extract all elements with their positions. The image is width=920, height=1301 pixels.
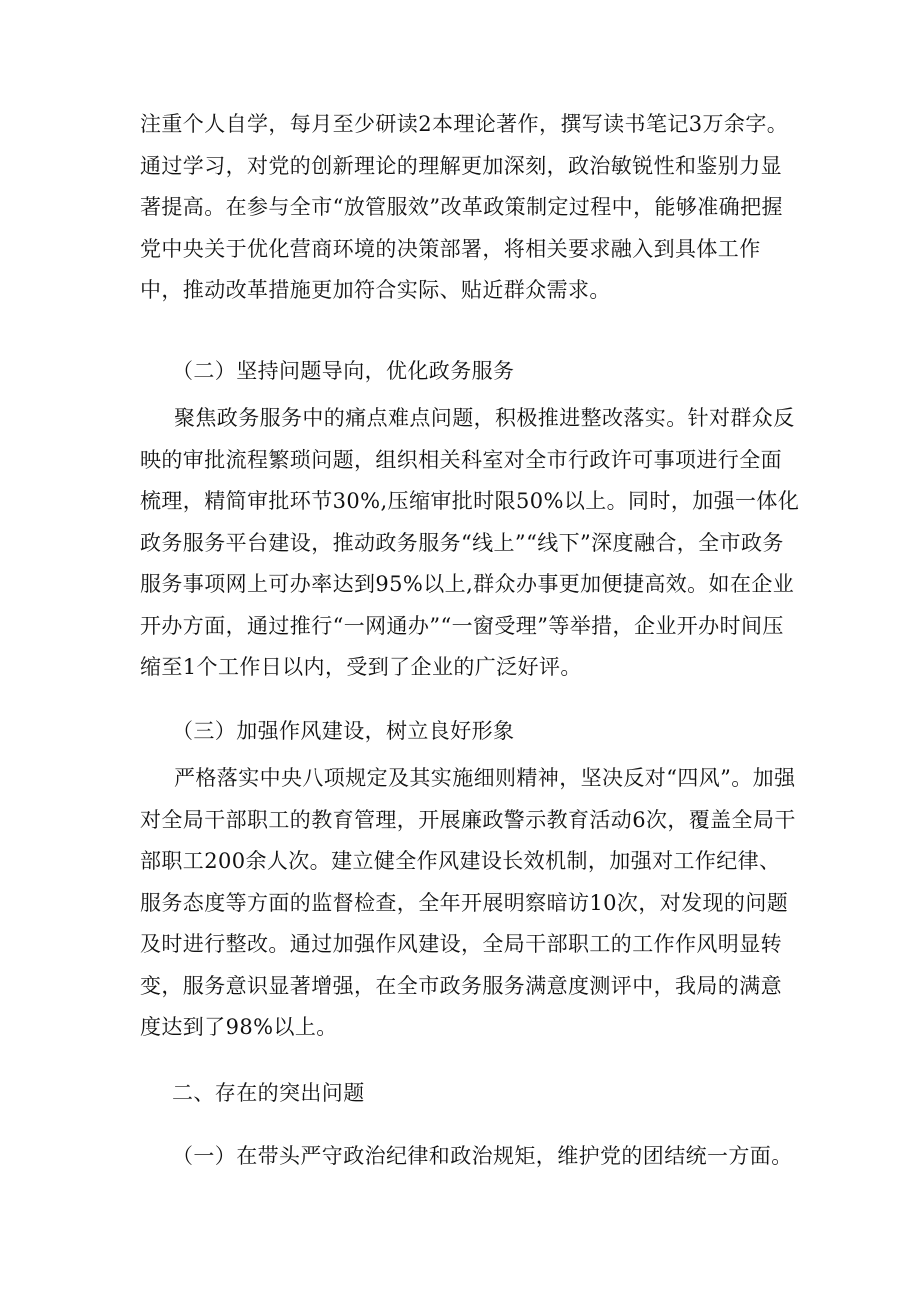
section-title-text: 二、存在的突出问题	[172, 1081, 365, 1105]
heading-text: （一）在带头严守政治纪律和政治规矩，维护党的团结统一方面。	[172, 1144, 793, 1168]
paragraph-work-style	[140, 758, 800, 1049]
heading-text: （二）坚持问题导向，优化政务服务	[172, 359, 515, 383]
paragraph-government-services	[140, 398, 800, 689]
paragraph-text: 严格落实中央八项规定及其实施细则精神，坚决反对“四风”。加强对全局干部职工的教育管理，开展廉政警示教育活动6次，覆盖全局干部职工200余人次。建立健全作风建设长效机制，加强对工作纪律、服务态度等方面的监督检查，全年开展明察暗访10次，对发现的问题及时进行整改。通过加强作风建设，全局干部职工的工作作风明显转变，服务意识显著增强，在全市政务服务满意度测评中，我局的满意度达到了98%以上。	[140, 766, 796, 1039]
heading-work-style	[140, 711, 800, 753]
paragraph-text: 聚焦政务服务中的痛点难点问题，积极推进整改落实。针对群众反映的审批流程繁琐问题，组织相关科室对全市行政许可事项进行全面梳理，精简审批环节30%,压缩审批时限50%以上。同时，加强一体化政务服务平台建设，推动政务服务“线上”“线下”深度融合，全市政务服务事项网上可办率达到95%以上,群众办事更加便捷高效。如在企业开办方面，通过推行“一网通办”“一窗受理”等举措，企业开办时间压缩至1个工作日以内，受到了企业的广泛好评。	[140, 406, 800, 679]
paragraph-text: 注重个人自学，每月至少研读2本理论著作，撰写读书笔记3万余字。通过学习，对党的创新理论的理解更加深刻，政治敏锐性和鉴别力显著提高。在参与全市“放管服效”改革政策制定过程中，能够准确把握党中央关于优化营商环境的决策部署，将相关要求融入到具体工作中，推动改革措施更加符合实际、贴近群众需求。	[140, 112, 789, 302]
heading-optimize-services	[140, 351, 800, 393]
heading-text: （三）加强作风建设，树立良好形象	[172, 719, 515, 743]
heading-political-discipline	[140, 1136, 800, 1178]
paragraph-theory-study	[140, 104, 800, 312]
section-title-problems	[140, 1073, 800, 1115]
